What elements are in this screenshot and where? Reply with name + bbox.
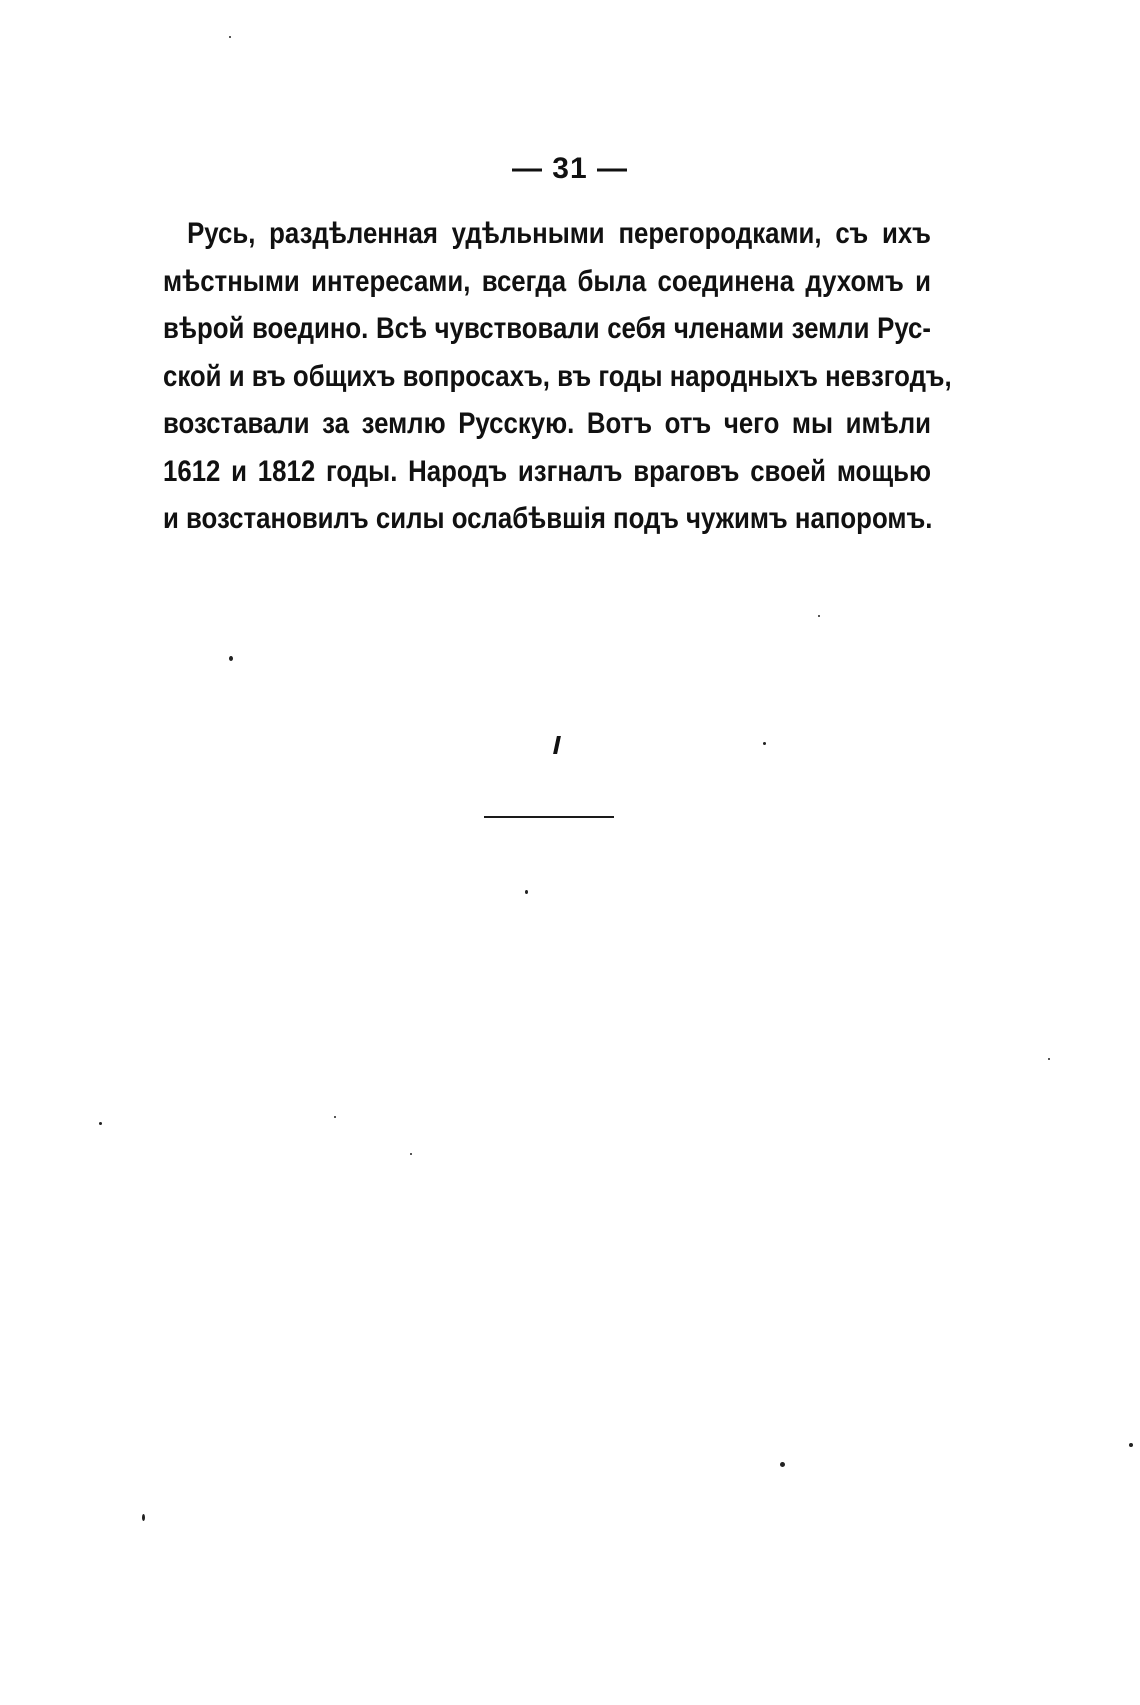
scan-speck <box>1048 1058 1050 1060</box>
text-line: Русь, раздѣленная удѣльными перегородками, съ ихъ <box>187 217 931 250</box>
text-line: и возстановилъ силы ослабѣвшія подъ чужимъ напоромъ. <box>163 502 933 535</box>
scan-speck <box>334 1116 336 1118</box>
scan-speck <box>780 1462 785 1467</box>
scan-speck <box>142 1514 145 1521</box>
scan-speck <box>763 742 766 745</box>
scan-speck <box>229 656 233 661</box>
text-line: 1612 и 1812 годы. Народъ изгналъ враговъ своей мощью <box>163 454 931 488</box>
scan-speck <box>229 36 231 38</box>
body-paragraph <box>163 210 952 543</box>
section-divider <box>484 816 614 818</box>
text-line: возставали за землю Русскую. Вотъ отъ чего мы имѣли <box>163 407 931 440</box>
text-line: вѣрой воедино. Всѣ чувствовали себя членами земли Рус- <box>163 312 931 345</box>
scan-mark <box>553 736 561 754</box>
text-line: мѣстными интересами, всегда была соединена духомъ и <box>163 264 931 298</box>
scan-speck <box>410 1153 412 1155</box>
scan-speck <box>818 615 820 617</box>
scan-speck <box>525 890 528 894</box>
scan-speck <box>99 1122 102 1125</box>
scan-speck <box>1129 1443 1133 1447</box>
page-number: — 31 — <box>511 152 629 185</box>
text-line: ской и въ общихъ вопросахъ, въ годы народныхъ невзгодъ, <box>163 359 952 393</box>
